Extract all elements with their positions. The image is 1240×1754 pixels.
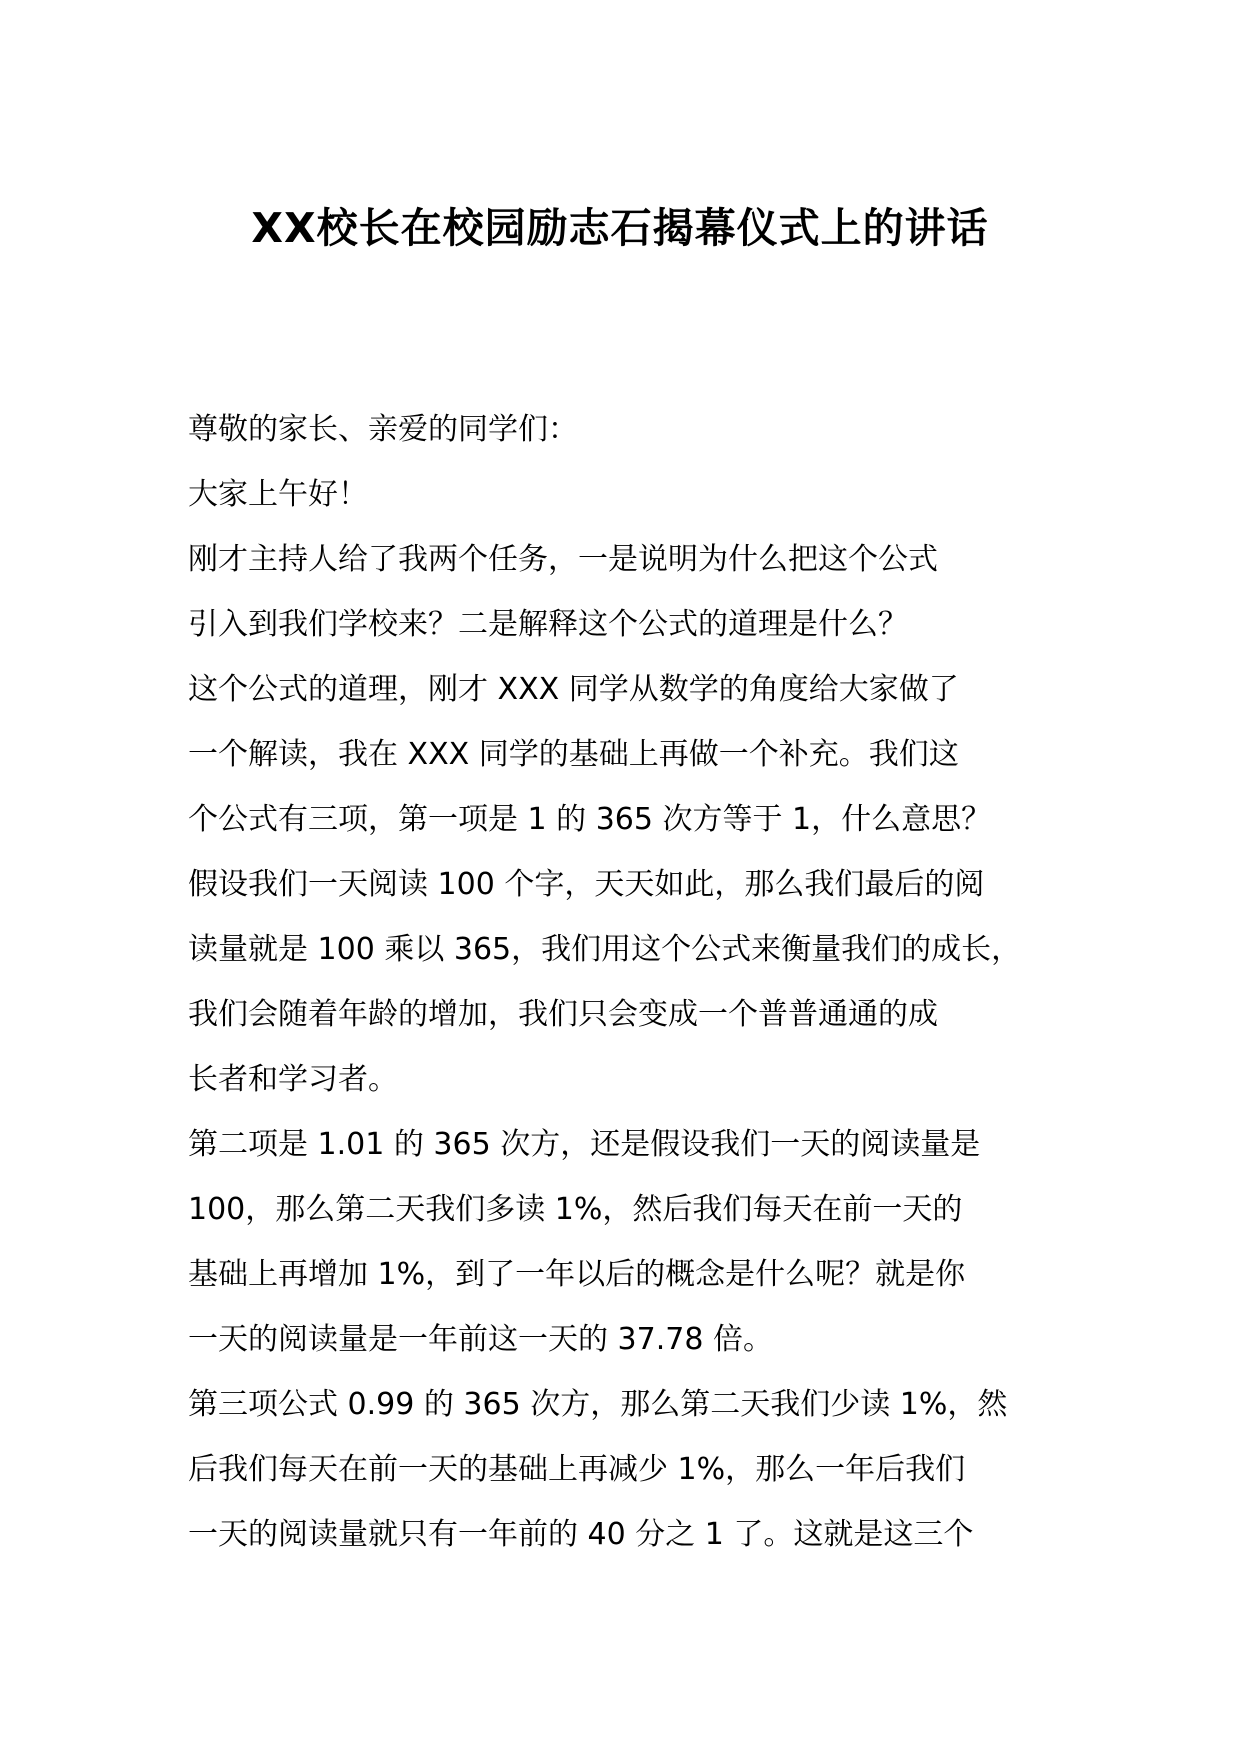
document-body: [188, 397, 1093, 1567]
greeting-paragraph: 大家上午好！: [188, 477, 368, 512]
document-title: XX校长在校园励志石揭幕仪式上的讲话: [251, 204, 989, 252]
body-paragraph: 刚才主持人给了我两个任务，一是说明为什么把这个公式 引入到我们学校来？二是解释这个公式的道理是什么？: [188, 542, 938, 642]
body-paragraph: 第三项公式 0.99 的 365 次方，那么第二天我们少读 1%，然 后我们每天在前一天的基础上再减少 1%，那么一年后我们 一天的阅读量就只有一年前的 40 分之 1 了。这就是这三个: [188, 1387, 1008, 1552]
body-paragraph: 这个公式的道理，刚才 XXX 同学从数学的角度给大家做了 一个解读，我在 XXX 同学的基础上再做一个补充。我们这 个公式有三项，第一项是 1 的 365 次方等于 1，什么意思？ 假设我们一天阅读 100 个字，天天如此，那么我们最后的阅 读量就是 100 乘以 365，我们用这个公式来衡量我们的成长， 我们会随着年龄的增加，我们只会变成一个普普通通的成 长者和学习者。: [188, 672, 1022, 1097]
body-paragraph: 第二项是 1.01 的 365 次方，还是假设我们一天的阅读量是 100，那么第二天我们多读 1%，然后我们每天在前一天的 基础上再增加 1%，到了一年以后的概念是什么呢？就是你 一天的阅读量是一年前这一天的 37.78 倍。: [188, 1127, 981, 1357]
salutation-paragraph: 尊敬的家长、亲爱的同学们：: [188, 412, 578, 447]
